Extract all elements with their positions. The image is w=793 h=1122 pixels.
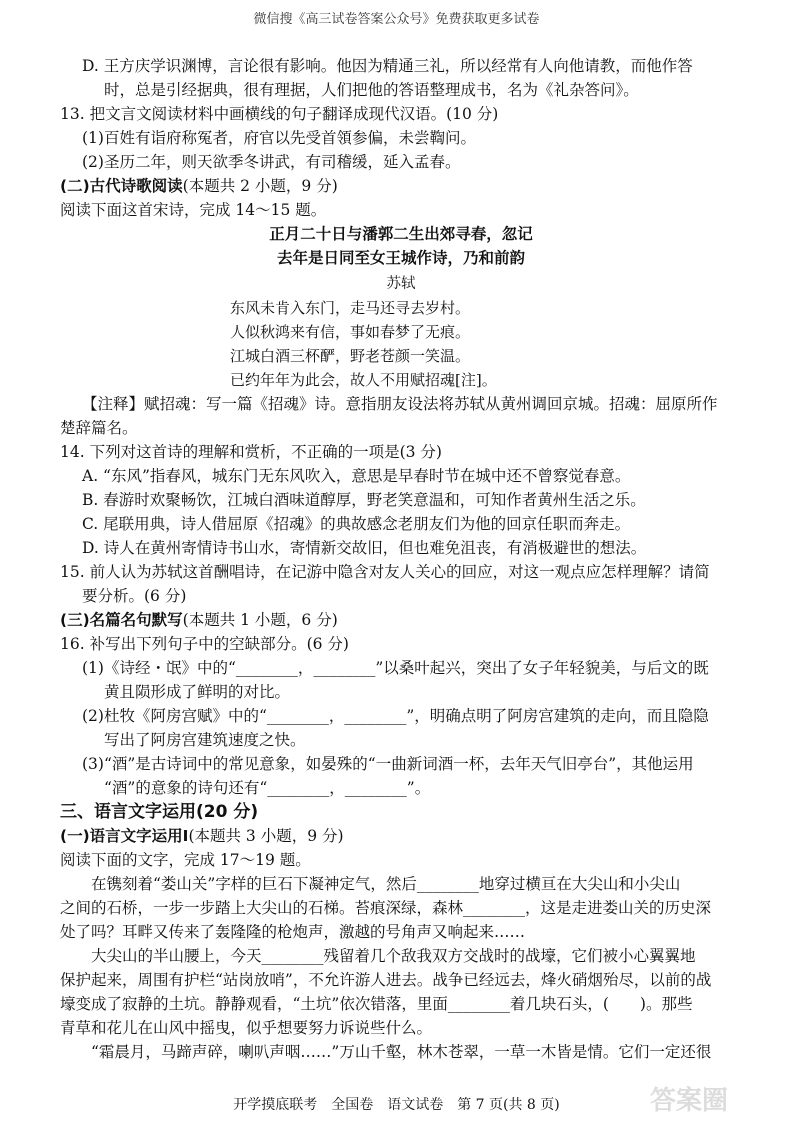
question-14-option-a: A. “东风”指春风，城东门无东风吹入，意思是早春时节在城中还不曾察觉春意。 — [82, 467, 631, 485]
question-16-1-line2: 黄且陨形成了鲜明的对比。 — [104, 683, 291, 701]
question-16-1-line1: (1)《诗经・氓》中的“________，________”以桑叶起兴，突出了女子年轻貌美，与后文的既 — [82, 659, 709, 677]
question-16-2-line1: (2)杜牧《阿房宫赋》中的“________，________”，明确点明了阿房宫建筑的走向，而且隐隐 — [82, 707, 709, 725]
poem-note-line1: 【注释】赋招魂：写一篇《招魂》诗。意指朋友设法将苏轼从黄州调回京城。招魂：屈原所作 — [82, 395, 718, 413]
poem-line-4: 已约年年为此会，故人不用赋招魂[注]。 — [230, 371, 497, 389]
passage-instruction: 阅读下面的文字，完成 17～19 题。 — [60, 851, 311, 869]
poem-line-3: 江城白酒三杯酽，野老苍颜一笑温。 — [230, 347, 471, 365]
section-poetry-heading — [60, 174, 742, 198]
section-language-title: (一)语言文字运用Ⅰ — [60, 827, 189, 845]
question-14-option-b: B. 春游时欢聚畅饮，江城白酒味道醇厚，野老笑意温和，可知作者黄州生活之乐。 — [82, 491, 646, 509]
section-dictation-title: (三)名篇名句默写 — [60, 611, 183, 629]
section-language-info: (本题共 3 小题，9 分) — [188, 827, 344, 845]
poem-note-line2: 楚辞篇名。 — [60, 419, 138, 437]
passage-p1-line1: 在镌刻着“娄山关”字样的巨石下凝神定气，然后________地穿过横亘在大尖山和小尖山 — [91, 875, 681, 893]
passage-p3-line1: “霜晨月，马蹄声碎，喇叭声咽……”万山千壑，林木苍翠，一草一木皆是情。它们一定还很 — [91, 1043, 712, 1061]
question-16-3-line2: “酒”的意象的诗句还有“________，________”。 — [104, 779, 431, 797]
poem-line-1: 东风未肯入东门，走马还寻去岁村。 — [230, 299, 471, 317]
watermark-logo: 答案圈 — [650, 1086, 729, 1116]
passage-p2-line3: 壕变成了寂静的土坑。静静观看，“土坑”依次错落，里面________着几块石头，( )。那些 — [60, 995, 693, 1013]
section-dictation-heading — [60, 608, 742, 632]
question-14: 14. 下列对这首诗的理解和赏析，不正确的一项是(3 分) — [60, 443, 442, 461]
passage-p2-line2: 保护起来，周围有护栏“站岗放哨”，不允许游人进去。战争已经远去，烽火硝烟殆尽，以前的战 — [60, 971, 712, 989]
question-16: 16. 补写出下列句子中的空缺部分。(6 分) — [60, 635, 349, 653]
passage-p2-line4: 青草和花儿在山风中摇曳，似乎想要努力诉说些什么。 — [60, 1019, 433, 1037]
section-poetry-info: (本题共 2 小题，9 分) — [182, 177, 338, 195]
page-footer: 开学摸底联考 全国卷 语文试卷 第 7 页(共 8 页) — [233, 1097, 560, 1113]
poem-title-line1: 正月二十日与潘郭二生出郊寻春，忽记 — [269, 225, 533, 243]
option-d-line2: 时，总是引经据典，很有理据，人们把他的答语整理成书，名为《礼杂答问》。 — [104, 81, 639, 99]
question-13-2: (2)圣历二年，则天欲季冬讲武，有司稽缓，延入孟春。 — [82, 153, 461, 171]
question-16-3-line1: (3)“酒”是古诗词中的常见意象，如晏殊的“一曲新词酒一杯，去年天气旧亭台”，其他运用 — [82, 755, 694, 773]
question-13: 13. 把文言文阅读材料中画横线的句子翻译成现代汉语。(10 分) — [60, 105, 499, 123]
question-15-line1: 15. 前人认为苏轼这首酬唱诗，在记游中隐含对友人关心的回应，对这一观点应怎样理解？请简 — [60, 563, 710, 581]
question-15-line2: 要分析。(6 分) — [82, 587, 187, 605]
part-3-heading: 三、语言文字运用(20 分) — [60, 802, 259, 822]
section-poetry-title: (二)古代诗歌阅读 — [60, 177, 183, 195]
section-dictation-info: (本题共 1 小题，6 分) — [182, 611, 338, 629]
poem-line-2: 人似秋鸿来有信，事如春梦了无痕。 — [230, 323, 471, 341]
passage-p1-line3: 处了吗？耳畔又传来了轰隆隆的枪炮声，激越的号角声又响起来…… — [60, 923, 526, 941]
passage-p1-line2: 之间的石桥，一步一步踏上大尖山的石梯。苔痕深绿，森林________，这是走进娄山关的历史深 — [60, 899, 712, 917]
section-language-heading — [60, 824, 742, 848]
poem-instruction: 阅读下面这首宋诗，完成 14～15 题。 — [60, 201, 327, 219]
question-14-option-d: D. 诗人在黄州寄情诗书山水，寄情新交故旧，但也难免沮丧，有消极避世的想法。 — [82, 539, 647, 557]
question-16-2-line2: 写出了阿房宫建筑速度之快。 — [104, 731, 306, 749]
passage-p2-line1: 大尖山的半山腰上，今天________残留着几个敌我双方交战时的战壕，它们被小心翼翼地 — [91, 947, 696, 965]
poem-title-line2: 去年是日同至女王城作诗，乃和前韵 — [276, 249, 525, 267]
page-header: 微信搜《高三试卷答案公众号》免费获取更多试卷 — [253, 12, 540, 27]
option-d-line1: D. 王方庆学识渊博，言论很有影响。他因为精通三礼，所以经常有人向他请教，而他作答 — [82, 57, 693, 75]
exam-content — [60, 54, 742, 1064]
question-13-1: (1)百姓有诣府称冤者，府官以先受首領参偏，未尝鞫问。 — [82, 129, 476, 147]
question-14-option-c: C. 尾联用典，诗人借屈原《招魂》的典故感念老朋友们为他的回京任职而奔走。 — [82, 515, 631, 533]
poem-author: 苏轼 — [386, 276, 416, 292]
